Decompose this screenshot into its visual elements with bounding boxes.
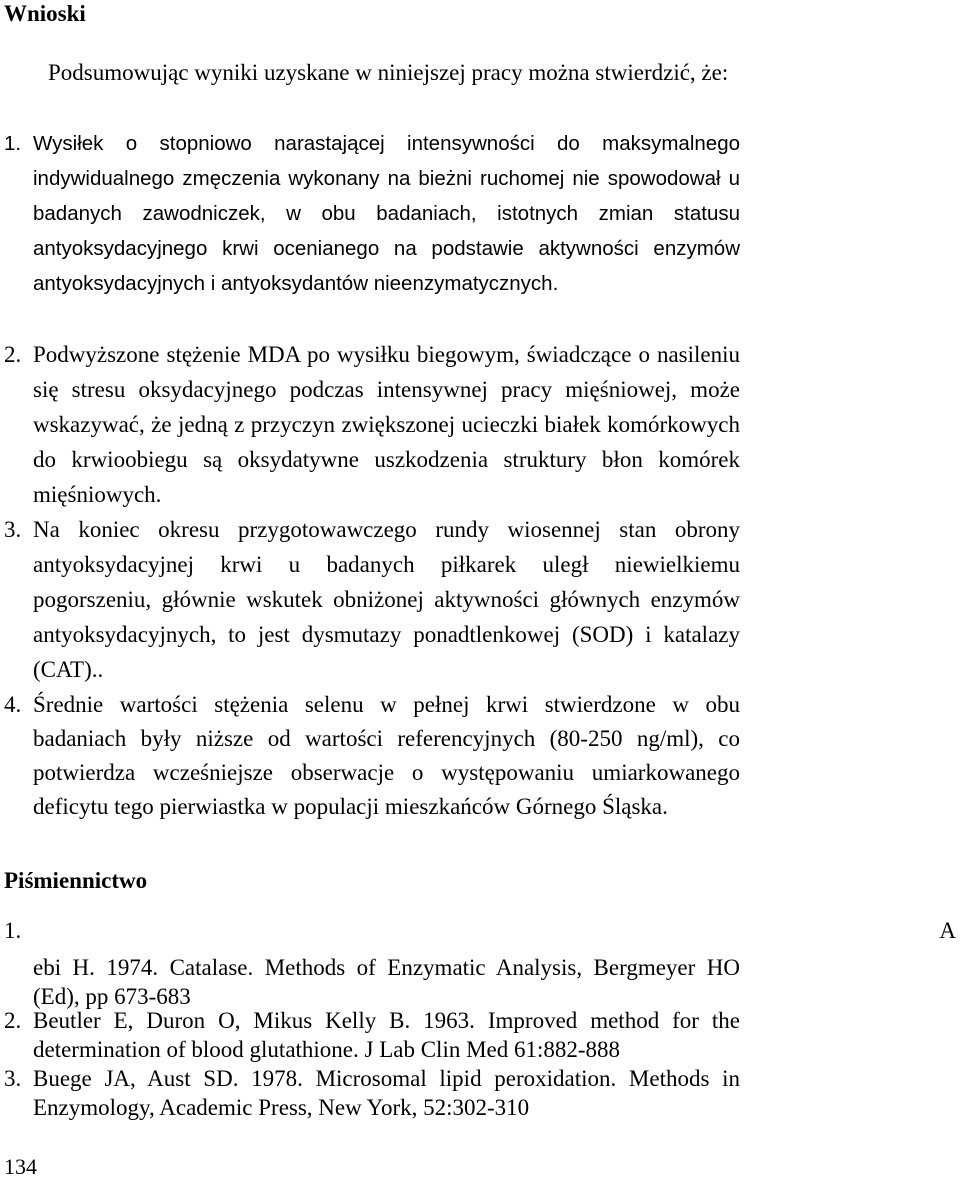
- conclusion-item-3: [4, 512, 740, 687]
- conclusion-number: 1.: [4, 132, 22, 155]
- conclusion-text: Średnie wartości stężenia selenu w pełnej krwi stwierdzone w obu badaniach były niższe od wartości referencyjnych (80-250 ng/ml), co potwierdza wcześniejsze obserwacje o występowaniu umiarkowanego deficytu tego pierwiastka w populacji mieszkańców Górnego Śląska.: [33, 692, 740, 819]
- conclusion-number: 3.: [4, 517, 22, 542]
- conclusion-text: Na koniec okresu przygotowawczego rundy wiosennej stan obrony antyoksydacyjnej krwi u badanych piłkarek uległ niewielkiemu pogorszeniu, głównie wskutek obniżonej aktywności głównych enzymów antyoksydacyjnych, to jest dysmutazy ponadtlenkowej (SOD) i katalazy (CAT)..: [33, 517, 740, 682]
- conclusion-item-4: [4, 688, 740, 824]
- conclusions-intro: Podsumowując wyniki uzyskane w niniejszej pracy można stwierdzić, że:: [48, 60, 729, 85]
- conclusion-number: 2.: [4, 342, 22, 367]
- reference-lead-letter: A: [939, 918, 956, 943]
- reference-text: Beutler E, Duron O, Mikus Kelly B. 1963. Improved method for the determination of blood glutathione. J Lab Clin Med 61:882-888: [33, 1008, 740, 1062]
- conclusion-text: Wysiłek o stopniowo narastającej intensywności do maksymalnego indywidualnego zmęczenia wykonany na bieżni ruchomej nie spowodował u badanych zawodniczek, w obu badaniach, istotnych zmian statusu antyoksydacyjnego krwi ocenianego na podstawie aktywności enzymów antyoksydacyjnych i antyoksydantów nieenzymatycznych.: [33, 132, 740, 295]
- references-heading: Piśmiennictwo: [4, 868, 148, 893]
- reference-text: Buege JA, Aust SD. 1978. Microsomal lipid peroxidation. Methods in Enzymology, Academic Press, New York, 52:302-310: [33, 1066, 740, 1120]
- reference-number: 2.: [4, 1008, 22, 1033]
- conclusions-heading: Wnioski: [4, 1, 86, 26]
- conclusion-item-2: [4, 337, 740, 512]
- conclusion-item-1: [4, 126, 740, 301]
- conclusion-number: 4.: [4, 692, 22, 717]
- conclusion-text: Podwyższone stężenie MDA po wysiłku biegowym, świadczące o nasileniu się stresu oksydacyjnego podczas intensywnej pracy mięśniowej, może wskazywać, że jedną z przyczyn zwiększonej ucieczki białek komórkowych do krwioobiegu są oksydatywne uszkodzenia struktury błon komórek mięśniowych.: [33, 342, 740, 507]
- page-number: 134: [4, 1154, 37, 1179]
- reference-number: 1.: [4, 918, 22, 943]
- reference-item-2: [4, 1006, 740, 1064]
- reference-text: ebi H. 1974. Catalase. Methods of Enzymatic Analysis, Bergmeyer HO (Ed), pp 673-683: [33, 955, 740, 1009]
- reference-item-1: [4, 953, 740, 1011]
- reference-number: 3.: [4, 1066, 22, 1091]
- reference-item-3: [4, 1064, 740, 1122]
